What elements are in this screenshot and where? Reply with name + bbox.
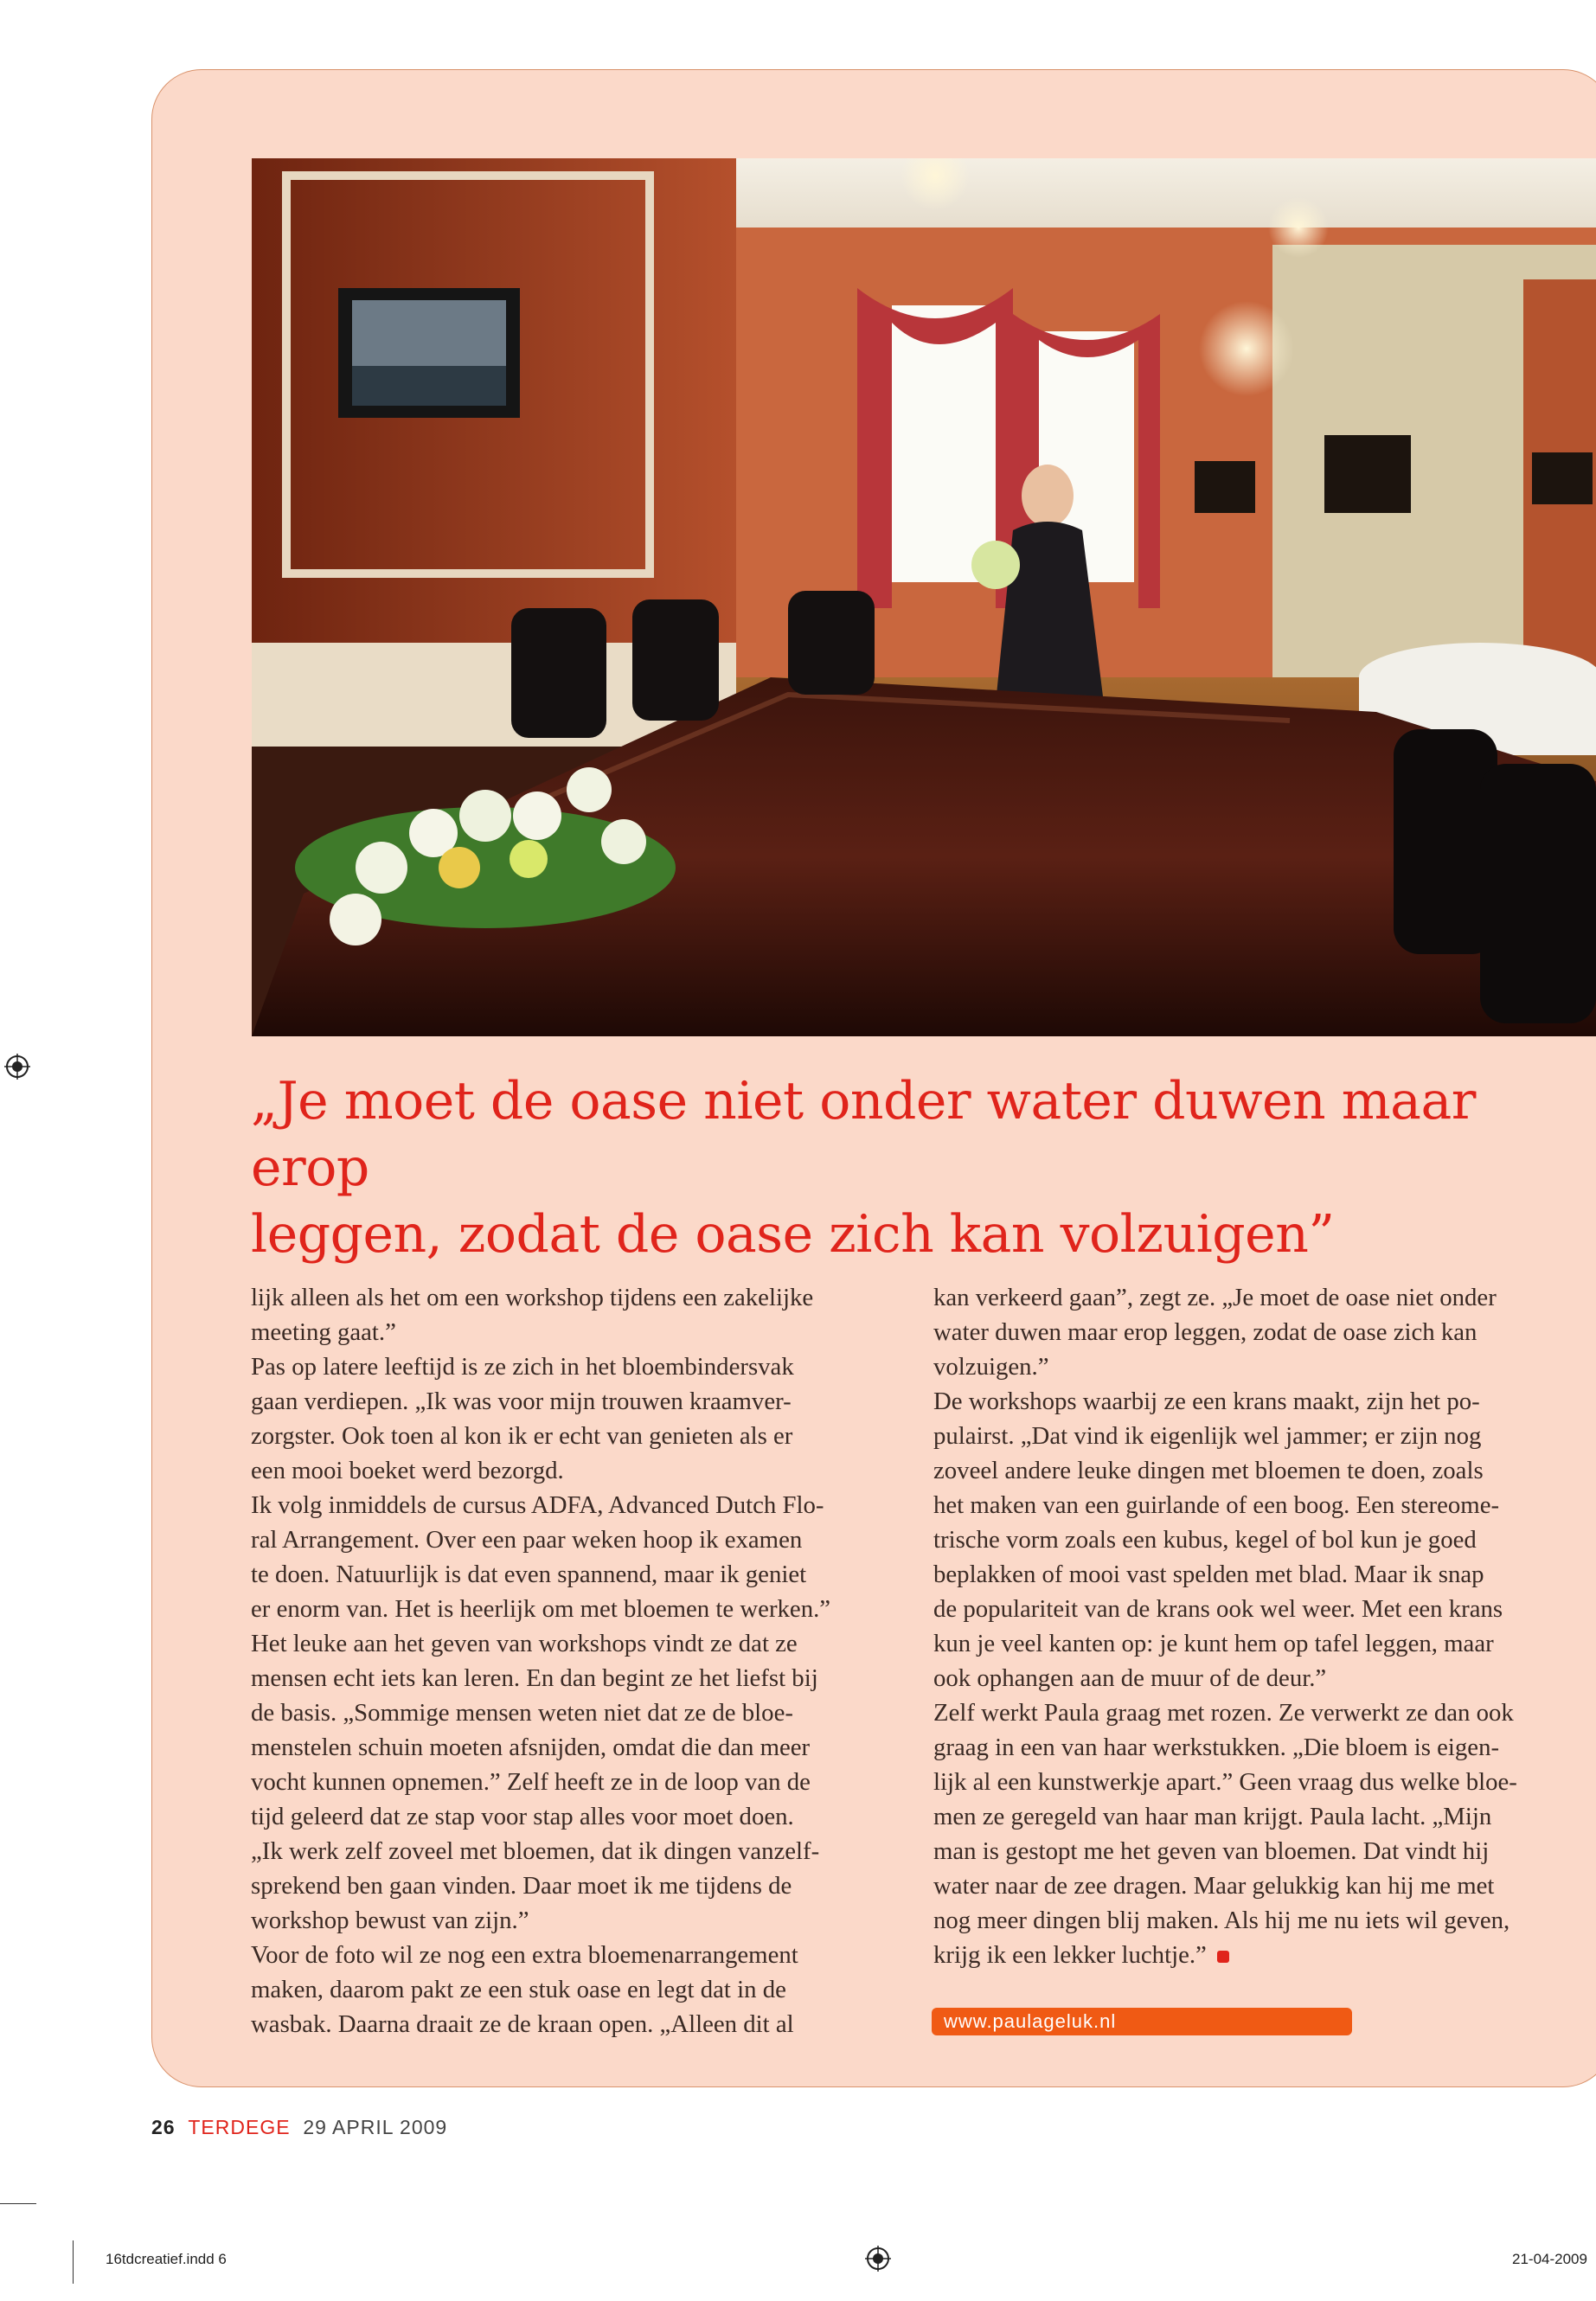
text-line: De workshops waarbij ze een krans maakt, zijn het po- xyxy=(933,1388,1480,1415)
dining-room-photo xyxy=(252,158,1596,1036)
pull-quote-line-1: „Je moet de oase niet onder water duwen maar erop xyxy=(251,1071,1476,1198)
article-column-left xyxy=(251,1280,926,2041)
pull-quote xyxy=(251,1068,1531,1268)
text-line: vocht kunnen opnemen.” Zelf heeft ze in de loop van de xyxy=(251,1768,811,1796)
text-line: er enorm van. Het is heerlijk om met bloemen te werken.” xyxy=(251,1595,831,1623)
text-line: menstelen schuin moeten afsnijden, omdat die dan meer xyxy=(251,1734,811,1761)
text-line: workshop bewust van zijn.” xyxy=(251,1907,529,1934)
page-number: 26 xyxy=(151,2116,176,2138)
text-line: Het leuke aan het geven van workshops vindt ze dat ze xyxy=(251,1630,798,1657)
text-line: volzuigen.” xyxy=(933,1353,1049,1381)
registration-mark-icon xyxy=(865,2246,891,2272)
text-line: zoveel andere leuke dingen met bloemen te doen, zoals xyxy=(933,1457,1484,1484)
text-line-last xyxy=(933,1938,1596,1972)
text-line: te doen. Natuurlijk is dat even spannend, maar ik geniet xyxy=(251,1561,807,1588)
text-line: sprekend ben gaan vinden. Daar moet ik me tijdens de xyxy=(251,1872,792,1900)
text-line: Voor de foto wil ze nog een extra bloemenarrangement xyxy=(251,1941,798,1969)
text-line: „Ik werk zelf zoveel met bloemen, dat ik dingen vanzelf- xyxy=(251,1837,820,1865)
text-line: beplakken of mooi vast spelden met blad. Maar ik snap xyxy=(933,1561,1484,1588)
text-line: Zelf werkt Paula graag met rozen. Ze verwerkt ze dan ook xyxy=(933,1699,1514,1727)
text-line: lijk alleen als het om een workshop tijdens een zakelijke xyxy=(251,1284,814,1311)
slug-date: 21-04-2009 xyxy=(1512,2251,1587,2267)
issue-date: 29 APRIL 2009 xyxy=(303,2116,448,2138)
text-line: meeting gaat.” xyxy=(251,1318,396,1346)
photo-illustration xyxy=(252,158,1596,1036)
text-line: krijg ik een lekker luchtje.” xyxy=(933,1941,1207,1969)
text-line: graag in een van haar werkstukken. „Die bloem is eigen- xyxy=(933,1734,1500,1761)
text-line: kun je veel kanten op: je kunt hem op tafel leggen, maar xyxy=(933,1630,1494,1657)
text-line: kan verkeerd gaan”, zegt ze. „Je moet de oase niet onder xyxy=(933,1284,1497,1311)
text-line: pulairst. „Dat vind ik eigenlijk wel jammer; er zijn nog xyxy=(933,1422,1482,1450)
crop-mark xyxy=(0,2203,36,2204)
text-line: de populariteit van de krans ook wel weer. Met een krans xyxy=(933,1595,1503,1623)
text-line: mensen echt iets kan leren. En dan begint ze het liefst bij xyxy=(251,1664,818,1692)
registration-mark-icon xyxy=(4,1054,30,1080)
text-line: ook ophangen aan de muur of de deur.” xyxy=(933,1664,1327,1692)
text-line: gaan verdiepen. „Ik was voor mijn trouwen kraamver- xyxy=(251,1388,792,1415)
text-line: ral Arrangement. Over een paar weken hoop ik examen xyxy=(251,1526,803,1554)
text-line: water duwen maar erop leggen, zodat de oase zich kan xyxy=(933,1318,1477,1346)
pull-quote-line-2: leggen, zodat de oase zich kan volzuigen” xyxy=(251,1204,1335,1265)
crop-mark xyxy=(73,2240,74,2284)
text-line: lijk al een kunstwerkje apart.” Geen vraag dus welke bloe- xyxy=(933,1768,1517,1796)
website-link[interactable]: www.paulageluk.nl xyxy=(932,2008,1352,2035)
text-line: zorgster. Ook toen al kon ik er echt van genieten als er xyxy=(251,1422,793,1450)
text-line: maken, daarom pakt ze een stuk oase en legt dat in de xyxy=(251,1976,786,2003)
text-line: Pas op latere leeftijd is ze zich in het bloembindersvak xyxy=(251,1353,794,1381)
text-line: wasbak. Daarna draait ze de kraan open. „Alleen dit al xyxy=(251,2010,794,2038)
text-line: tijd geleerd dat ze stap voor stap alles voor moet doen. xyxy=(251,1803,794,1830)
text-line: de basis. „Sommige mensen weten niet dat ze de bloe- xyxy=(251,1699,793,1727)
page-folio xyxy=(151,2116,447,2139)
text-line: nog meer dingen blij maken. Als hij me nu iets wil geven, xyxy=(933,1907,1510,1934)
text-line: water naar de zee dragen. Maar gelukkig kan hij me met xyxy=(933,1872,1495,1900)
slug-filename: 16tdcreatief.indd 6 xyxy=(106,2251,227,2267)
text-line: trische vorm zoals een kubus, kegel of bol kun je goed xyxy=(933,1526,1477,1554)
text-line: het maken van een guirlande of een boog. Een stereome- xyxy=(933,1491,1500,1519)
text-line: man is gestopt me het geven van bloemen. Dat vindt hij xyxy=(933,1837,1490,1865)
article-column-right xyxy=(933,1280,1596,1972)
text-line: een mooi boeket werd bezorgd. xyxy=(251,1457,564,1484)
end-of-article-mark xyxy=(1217,1951,1229,1963)
text-line: Ik volg inmiddels de cursus ADFA, Advanced Dutch Flo- xyxy=(251,1491,824,1519)
magazine-name: TERDEGE xyxy=(188,2116,291,2138)
text-line: men ze geregeld van haar man krijgt. Paula lacht. „Mijn xyxy=(933,1803,1492,1830)
